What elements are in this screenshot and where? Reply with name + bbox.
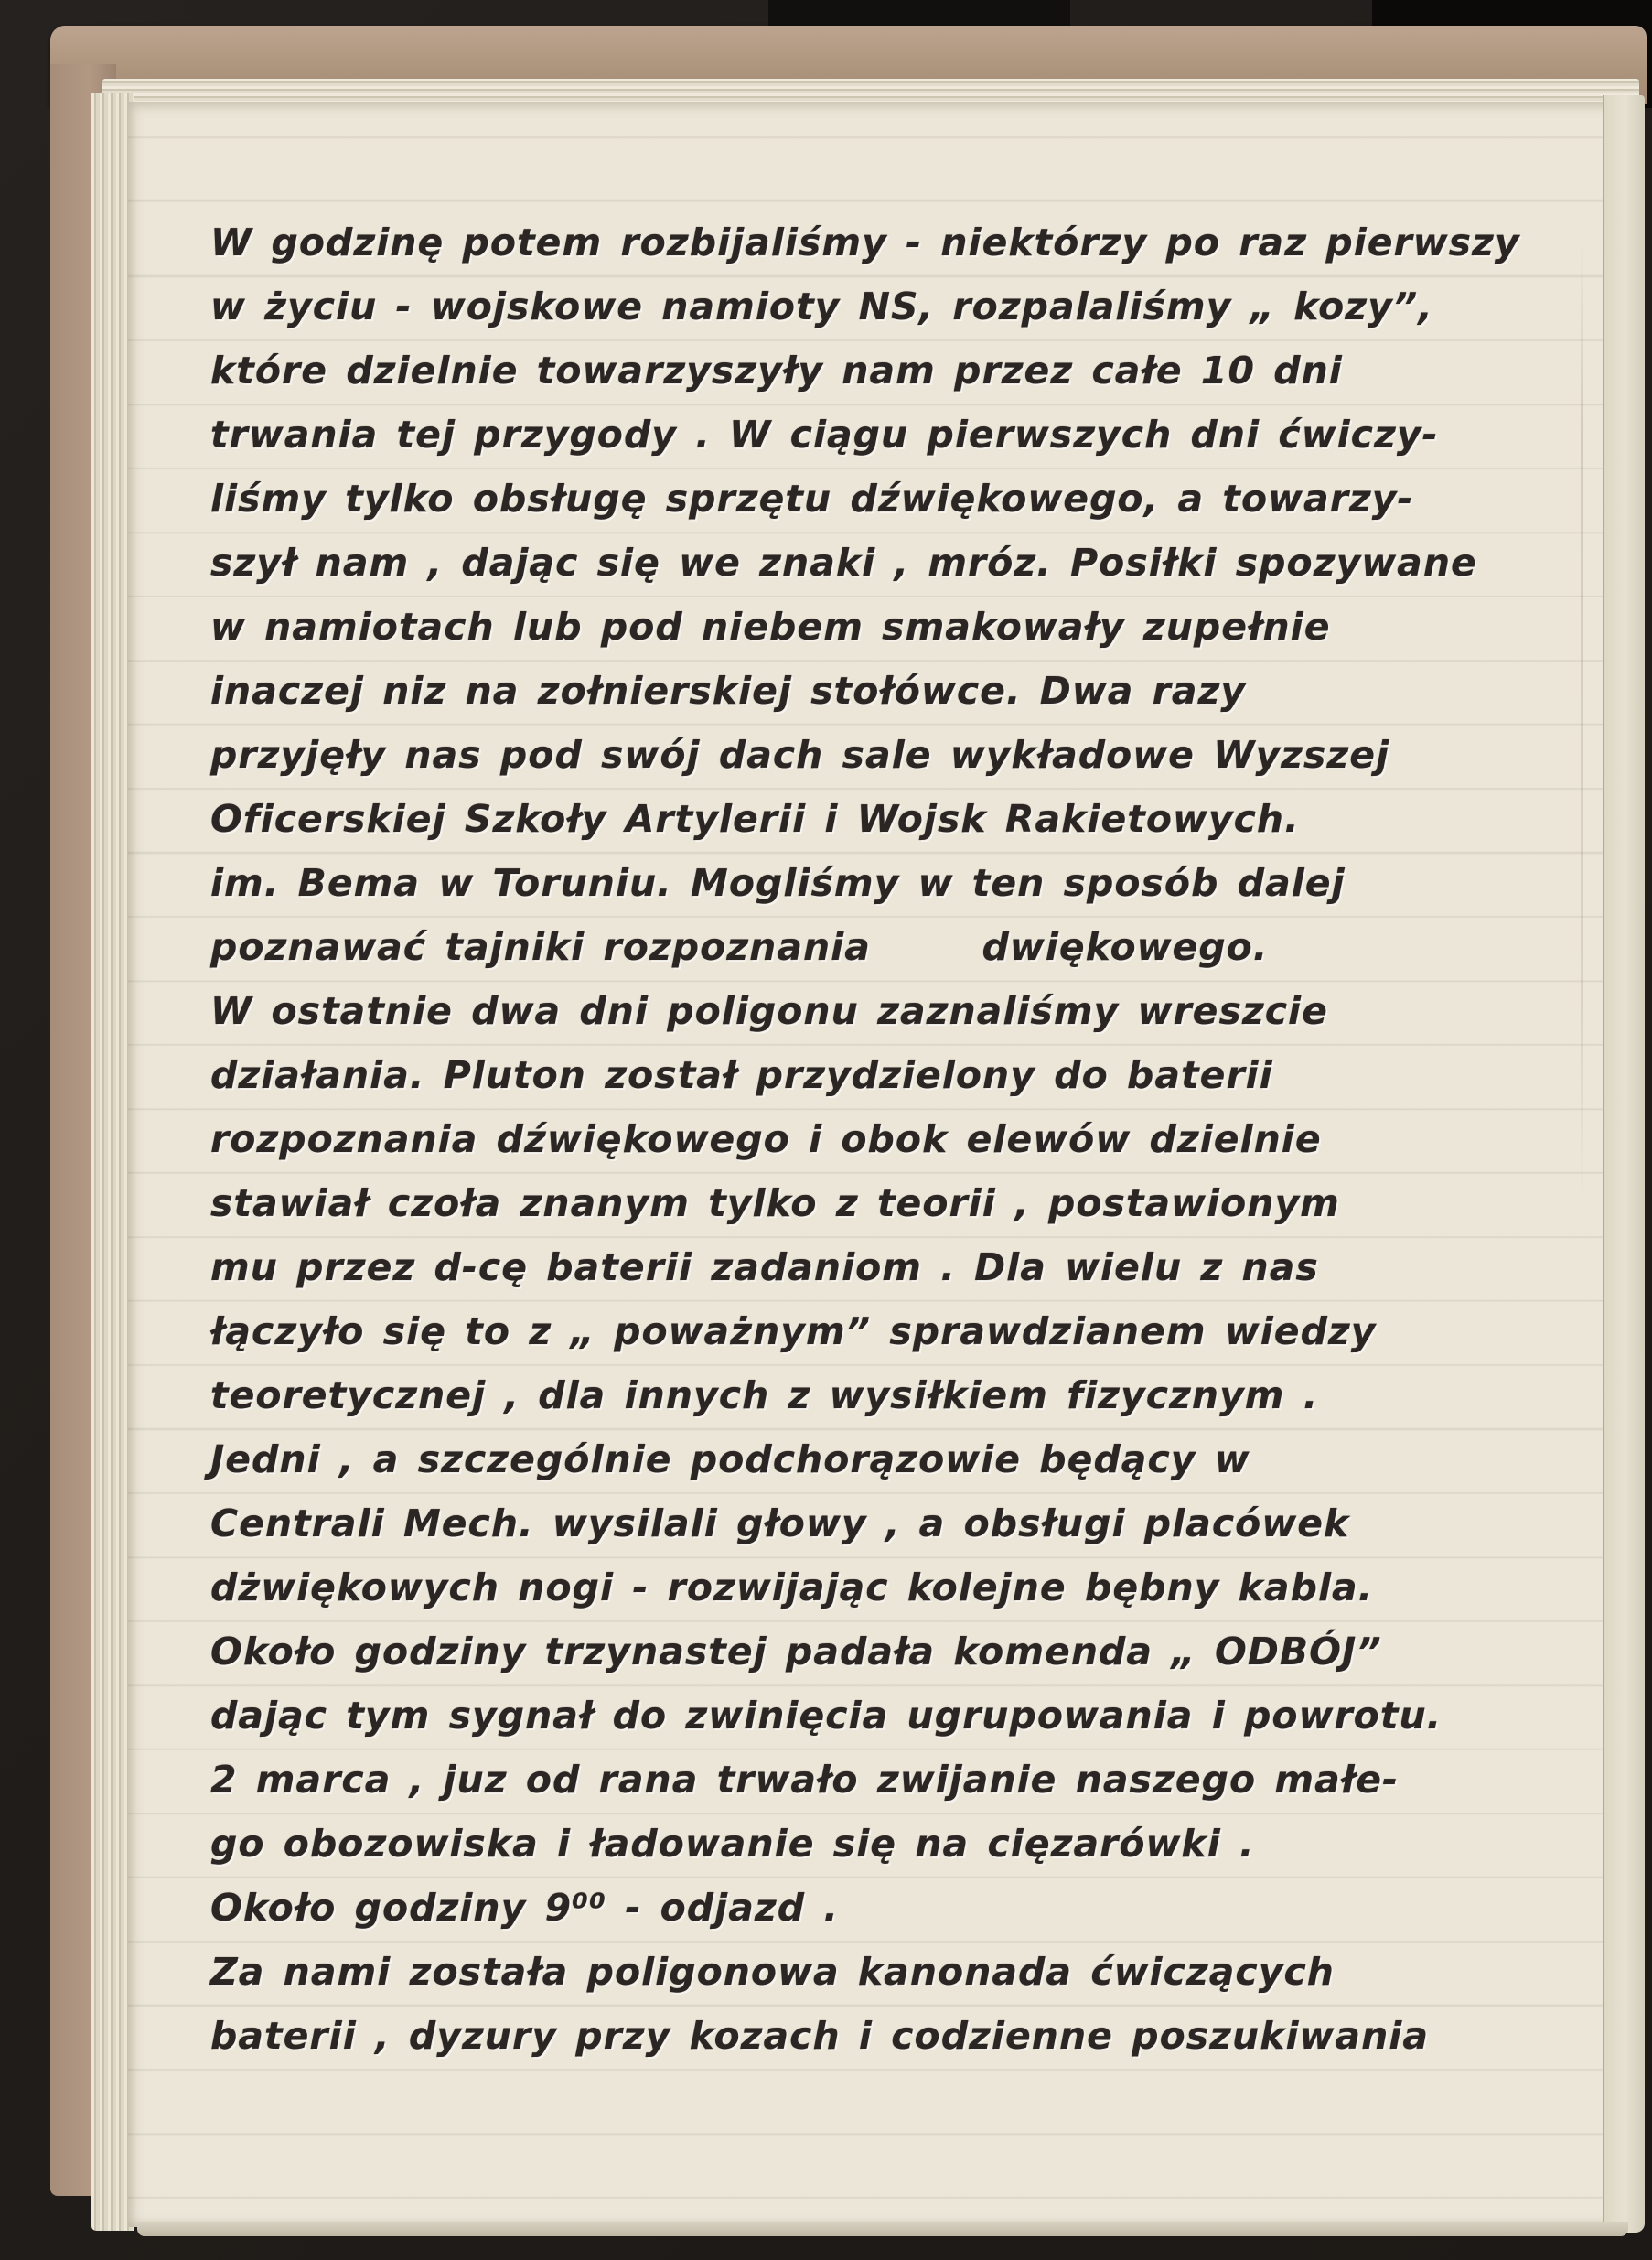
handwritten-line: poznawać tajniki rozpoznania dwiękowego. [210, 925, 1269, 969]
handwritten-line: liśmy tylko obsługę sprzętu dźwiękowego, a towarzy- [210, 477, 1414, 521]
handwritten-line: trwania tej przygody . W ciągu pierwszych dni ćwiczy- [210, 413, 1439, 457]
notebook-page [128, 102, 1625, 2227]
handwritten-line: im. Bema w Toruniu. Mogliśmy w ten sposób dalej [210, 861, 1346, 905]
handwritten-line: które dzielnie towarzyszyły nam przez całe 10 dni [210, 349, 1343, 393]
handwritten-line: inaczej niz na zołnierskiej stołówce. Dwa razy [210, 669, 1247, 713]
handwritten-line: rozpoznania dźwiękowego i obok elewów dzielnie [210, 1117, 1322, 1161]
handwritten-line: 2 marca , juz od rana trwało zwijanie naszego małe- [210, 1758, 1400, 1802]
handwritten-line: dając tym sygnał do zwinięcia ugrupowania i powrotu. [210, 1694, 1443, 1738]
handwritten-line: przyjęły nas pod swój dach sale wykładowe Wyzszej [210, 733, 1390, 777]
handwritten-line: łączyło się to z „ poważnym” sprawdzianem wiedzy [210, 1309, 1377, 1353]
handwritten-line: szył nam , dając się we znaki , mróz. Posiłki spozywane [210, 541, 1477, 585]
handwritten-line: działania. Pluton został przydzielony do baterii [210, 1053, 1273, 1097]
handwritten-line: dżwiękowych nogi - rozwijając kolejne bębny kabla. [210, 1566, 1374, 1609]
handwritten-text-block [210, 210, 1601, 2068]
handwritten-line: W ostatnie dwa dni poligonu zaznaliśmy wreszcie [210, 989, 1328, 1033]
handwritten-line: stawiał czoła znanym tylko z teorii , postawionym [210, 1181, 1340, 1225]
handwritten-line: Jedni , a szczególnie podchorązowie będący w [210, 1437, 1250, 1481]
handwritten-line: Około godziny trzynastej padała komenda „ ODBÓJ” [210, 1630, 1382, 1673]
handwritten-line: Za nami została poligonowa kanonada ćwiczących [210, 1950, 1335, 1994]
handwritten-line: Około godziny 9⁰⁰ - odjazd . [210, 1886, 839, 1930]
handwritten-line: teoretycznej , dla innych z wysiłkiem fizycznym . [210, 1373, 1319, 1417]
handwritten-line: W godzinę potem rozbijaliśmy - niektórzy po raz pierwszy [210, 221, 1520, 264]
handwritten-line: Oficerskiej Szkoły Artylerii i Wojsk Rakietowych. [210, 797, 1300, 841]
handwritten-line: baterii , dyzury przy kozach i codzienne poszukiwania [210, 2014, 1429, 2058]
page-bottom-edge [137, 2222, 1628, 2236]
handwritten-line: w namiotach lub pod niebem smakowały zupełnie [210, 605, 1331, 649]
handwritten-line: Centrali Mech. wysilali głowy , a obsługi placówek [210, 1501, 1350, 1545]
handwritten-line: mu przez d-cę baterii zadaniom . Dla wielu z nas [210, 1245, 1319, 1289]
handwritten-line: w życiu - wojskowe namioty NS, rozpalaliśmy „ kozy”, [210, 285, 1433, 328]
page-right-fore-edge [1603, 95, 1645, 2233]
handwritten-line: go obozowiska i ładowanie się na cięzarówki . [210, 1822, 1255, 1866]
